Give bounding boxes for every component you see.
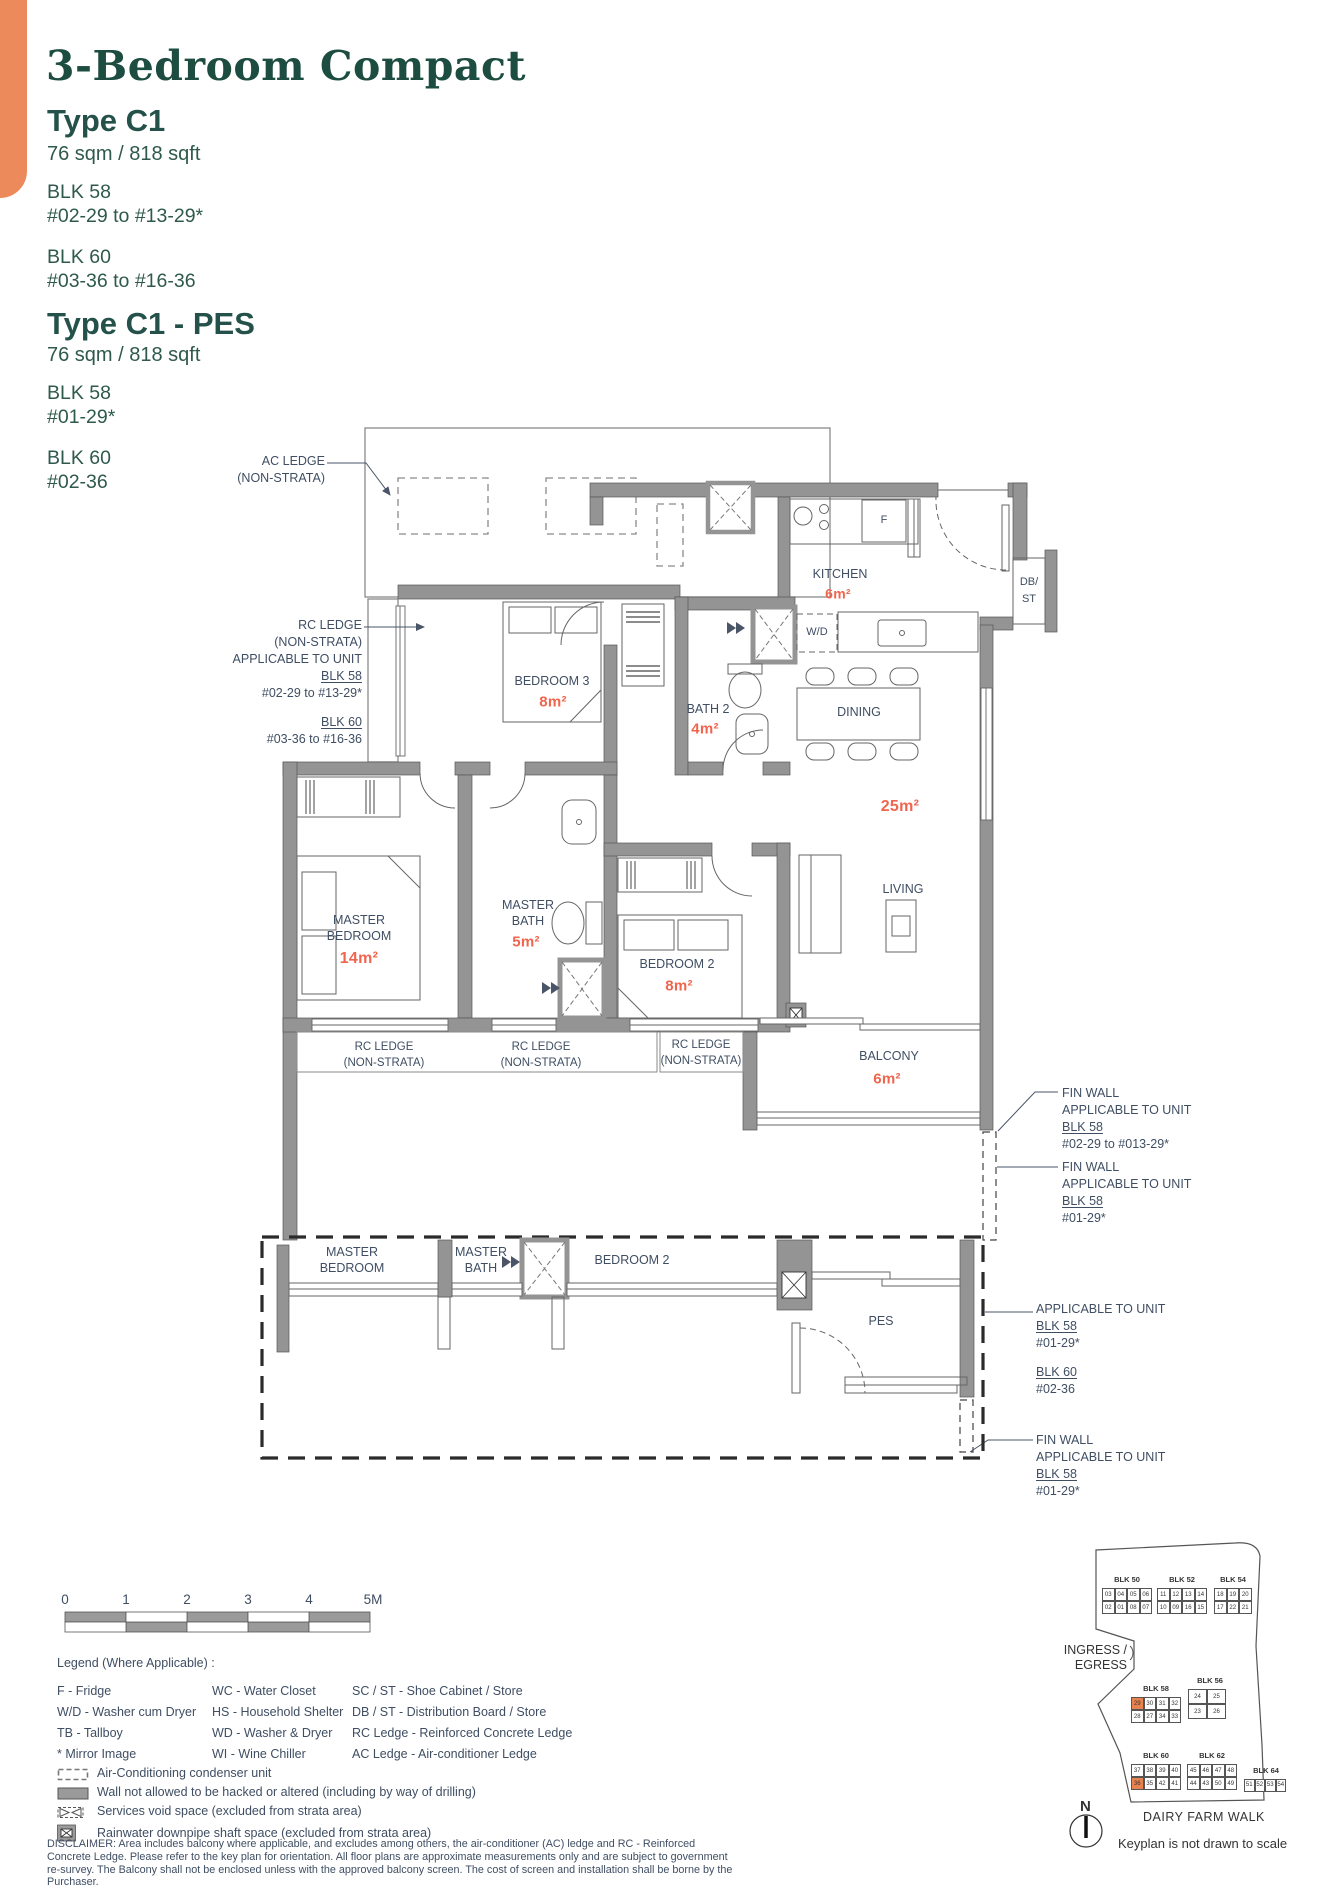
room-area-bath2: 4m²: [691, 720, 719, 738]
keyplan-unit-34: 34: [1156, 1710, 1169, 1723]
keyplan-unit-10: 10: [1157, 1601, 1170, 1614]
keyplan-unit-15: 15: [1195, 1601, 1208, 1614]
keyplan-unit-16: 16: [1182, 1601, 1195, 1614]
keyplan-unit-32: 32: [1169, 1697, 1182, 1710]
keyplan-blk54-label: BLK 54: [1220, 1575, 1246, 1584]
rc-ledge-1-l2: (NON-STRATA): [343, 1056, 425, 1069]
room-area-master-bath: 5m²: [512, 933, 540, 951]
disclaimer-text: DISCLAIMER: Area includes balcony where applicable, and excludes among others, the air-conditioner (AC) ledge and RC - Reinforced Concrete Ledge. Please refer to the key plan for orientation. All floor plans are approximate measurements only and are subject to government re-survey. The Balcony shall not be enclosed unless with the approved balcony screen. The cost of screen and installation shall be borne by the Purchaser.: [47, 1838, 733, 1889]
legend-c2-2: WD - Washer & Dryer: [212, 1726, 333, 1740]
room-label-master-bedroom-1: MASTER: [332, 913, 386, 928]
keyplan-blk52-label: BLK 52: [1169, 1575, 1195, 1584]
scale-tick-1: 1: [122, 1592, 130, 1607]
keyplan-unit-36: 36: [1131, 1777, 1144, 1790]
keyplan-unit-21: 21: [1239, 1601, 1252, 1614]
type2-blk1: BLK 58: [47, 382, 111, 404]
pes-master-bath-2: BATH: [464, 1261, 498, 1276]
legend-c2-3: WI - Wine Chiller: [212, 1747, 306, 1761]
keyplan-unit-47: 47: [1212, 1764, 1225, 1777]
scale-bar: [65, 1612, 370, 1632]
keyplan-unit-19: 19: [1227, 1588, 1240, 1601]
scale-tick-2: 2: [183, 1592, 191, 1607]
legend-c2-0: WC - Water Closet: [212, 1684, 316, 1698]
keyplan-unit-46: 46: [1200, 1764, 1213, 1777]
keyplan-unit-01: 01: [1115, 1601, 1128, 1614]
legend-c1-3: * Mirror Image: [57, 1747, 137, 1761]
type2-blk1-units: #01-29*: [47, 406, 116, 428]
rc-ledge-1-l1: RC LEDGE: [354, 1040, 414, 1053]
keyplan-unit-17: 17: [1214, 1601, 1227, 1614]
scale-tick-4: 4: [305, 1592, 313, 1607]
keyplan-unit-48: 48: [1225, 1764, 1238, 1777]
room-label-balcony: BALCONY: [859, 1049, 919, 1064]
keyplan-unit-02: 02: [1102, 1601, 1115, 1614]
room-area-kitchen: 6m²: [825, 585, 851, 602]
type1-blk2: BLK 60: [47, 246, 111, 268]
keyplan-unit-13: 13: [1182, 1588, 1195, 1601]
keyplan-unit-45: 45: [1187, 1764, 1200, 1777]
fixture-label-db1: DB/: [1019, 576, 1039, 589]
legend-c2-1: HS - Household Shelter: [212, 1705, 344, 1719]
keyplan-road-label: DAIRY FARM WALK: [1143, 1810, 1265, 1824]
room-area-living-dining: 25m²: [880, 798, 920, 815]
room-label-bedroom2: BEDROOM 2: [639, 957, 715, 972]
pes-bedroom2: BEDROOM 2: [594, 1253, 670, 1268]
legend-title: Legend (Where Applicable) :: [57, 1656, 215, 1670]
keyplan-unit-33: 33: [1169, 1710, 1182, 1723]
legend-symbol-label-3: Rainwater downpipe shaft space (excluded from strata area): [97, 1826, 432, 1840]
keyplan-unit-37: 37: [1131, 1764, 1144, 1777]
rc-ledge-2-l2: (NON-STRATA): [500, 1056, 582, 1069]
keyplan-unit-51: 51: [1244, 1779, 1255, 1792]
keyplan-unit-28: 28: [1131, 1710, 1144, 1723]
fixture-label-db2: ST: [1021, 593, 1037, 606]
type1-blk2-units: #03-36 to #16-36: [47, 270, 196, 292]
pes-master-bedroom-2: BEDROOM: [319, 1261, 385, 1276]
room-label-living: LIVING: [882, 882, 924, 897]
legend-c1-2: TB - Tallboy: [57, 1726, 123, 1740]
keyplan-unit-38: 38: [1144, 1764, 1157, 1777]
legend-c1-0: F - Fridge: [57, 1684, 112, 1698]
keyplan-unit-06: 06: [1140, 1588, 1153, 1601]
keyplan-unit-50: 50: [1212, 1777, 1225, 1790]
keyplan-unit-14: 14: [1195, 1588, 1208, 1601]
callout-rc-ledge-left: RC LEDGE (NON-STRATA) APPLICABLE TO UNIT BLK 58 #02-29 to #13-29* BLK 60 #03-36 to #16-36: [232, 618, 362, 746]
keyplan-unit-11: 11: [1157, 1588, 1170, 1601]
keyplan-unit-25: 25: [1207, 1689, 1226, 1704]
callout-fin-wall-2: FIN WALL APPLICABLE TO UNIT BLK 58 #01-29*: [1062, 1160, 1192, 1225]
legend-symbol-label-0: Air-Conditioning condenser unit: [97, 1766, 272, 1780]
keyplan-blk50-label: BLK 50: [1114, 1575, 1140, 1584]
type1-name: Type C1: [47, 103, 166, 138]
keyplan-blk58-label: BLK 58: [1143, 1684, 1169, 1693]
keyplan-unit-23: 23: [1188, 1704, 1207, 1719]
accent-bar: [0, 0, 27, 198]
keyplan-unit-53: 53: [1265, 1779, 1276, 1792]
room-label-dining: DINING: [837, 705, 881, 720]
legend-c3-2: RC Ledge - Reinforced Concrete Ledge: [352, 1726, 573, 1740]
keyplan-blk62-label: BLK 62: [1199, 1751, 1225, 1760]
callout-ac-ledge: AC LEDGE (NON-STRATA): [237, 454, 325, 485]
keyplan-unit-26: 26: [1207, 1704, 1226, 1719]
keyplan-unit-03: 03: [1102, 1588, 1115, 1601]
keyplan-unit-07: 07: [1140, 1601, 1153, 1614]
keyplan-unit-18: 18: [1214, 1588, 1227, 1601]
keyplan-unit-40: 40: [1169, 1764, 1182, 1777]
services-void-icon: [57, 1806, 85, 1824]
type2-blk2: BLK 60: [47, 447, 111, 469]
pes-master-bath-1: MASTER: [454, 1245, 508, 1260]
rc-ledge-3-l1: RC LEDGE: [671, 1038, 731, 1051]
room-area-master-bedroom: 14m²: [339, 950, 379, 967]
room-area-bedroom2: 8m²: [665, 977, 693, 995]
callout-fin-wall-1: FIN WALL APPLICABLE TO UNIT BLK 58 #02-29 to #013-29*: [1062, 1086, 1192, 1151]
type2-name: Type C1 - PES: [47, 306, 255, 341]
legend-c1-1: W/D - Washer cum Dryer: [57, 1705, 197, 1719]
type2-area: 76 sqm / 818 sqft: [47, 344, 201, 366]
keyplan-unit-22: 22: [1227, 1601, 1240, 1614]
keyplan-blk60-label: BLK 60: [1143, 1751, 1169, 1760]
keyplan-unit-54: 54: [1276, 1779, 1287, 1792]
keyplan-unit-52: 52: [1255, 1779, 1266, 1792]
room-area-bedroom3: 8m²: [539, 693, 567, 711]
room-label-master-bath-2: BATH: [511, 914, 545, 929]
page-title: 3-Bedroom Compact: [46, 42, 526, 90]
keyplan-note: Keyplan is not drawn to scale: [1118, 1836, 1288, 1851]
callout-fin-wall-3: FIN WALL APPLICABLE TO UNIT BLK 58 #01-29*: [1036, 1433, 1166, 1498]
keyplan-unit-05: 05: [1127, 1588, 1140, 1601]
rc-ledge-2-l1: RC LEDGE: [511, 1040, 571, 1053]
scale-tick-3: 3: [244, 1592, 252, 1607]
legend-c3-1: DB / ST - Distribution Board / Store: [352, 1705, 547, 1719]
keyplan-unit-42: 42: [1156, 1777, 1169, 1790]
keyplan-unit-31: 31: [1156, 1697, 1169, 1710]
keyplan-unit-49: 49: [1225, 1777, 1238, 1790]
keyplan-unit-08: 08: [1127, 1601, 1140, 1614]
keyplan-blk64-label: BLK 64: [1253, 1766, 1279, 1775]
north-indicator: N: [1080, 1798, 1091, 1815]
keyplan-unit-12: 12: [1170, 1588, 1183, 1601]
keyplan-unit-09: 09: [1170, 1601, 1183, 1614]
type1-blk1-units: #02-29 to #13-29*: [47, 205, 204, 227]
fixture-label-washer-dryer: W/D: [806, 626, 828, 639]
keyplan-unit-44: 44: [1187, 1777, 1200, 1790]
keyplan-unit-30: 30: [1144, 1697, 1157, 1710]
type1-area: 76 sqm / 818 sqft: [47, 143, 201, 165]
legend-c3-3: AC Ledge - Air-conditioner Ledge: [352, 1747, 537, 1761]
room-area-balcony: 6m²: [873, 1070, 901, 1088]
keyplan-unit-04: 04: [1115, 1588, 1128, 1601]
room-label-master-bedroom-2: BEDROOM: [326, 929, 392, 944]
keyplan-unit-35: 35: [1144, 1777, 1157, 1790]
wall-icon: [57, 1787, 89, 1805]
keyplan-unit-41: 41: [1169, 1777, 1182, 1790]
fixture-label-fridge: F: [880, 514, 888, 527]
scale-tick-0: 0: [61, 1592, 69, 1607]
keyplan-ingress-2: EGRESS: [1074, 1658, 1127, 1672]
room-label-bedroom3: BEDROOM 3: [514, 674, 590, 689]
keyplan-blk56-label: BLK 56: [1197, 1676, 1223, 1685]
keyplan-unit-43: 43: [1200, 1777, 1213, 1790]
keyplan-unit-24: 24: [1188, 1689, 1207, 1704]
room-label-kitchen: KITCHEN: [812, 567, 868, 582]
room-label-bath2: BATH 2: [686, 702, 730, 717]
legend-c3-0: SC / ST - Shoe Cabinet / Store: [352, 1684, 523, 1698]
keyplan-unit-29: 29: [1131, 1697, 1144, 1710]
scale-tick-5: 5M: [363, 1592, 383, 1607]
type1-blk1: BLK 58: [47, 181, 111, 203]
pes-label: PES: [868, 1314, 894, 1329]
ac-condenser-icon: [57, 1768, 89, 1786]
room-label-master-bath-1: MASTER: [501, 898, 555, 913]
pes-master-bedroom-1: MASTER: [325, 1245, 379, 1260]
rc-ledge-3-l2: (NON-STRATA): [660, 1054, 742, 1067]
callout-pes-applicable: APPLICABLE TO UNIT BLK 58 #01-29* BLK 60 #02-36: [1036, 1302, 1166, 1396]
legend-symbol-label-2: Services void space (excluded from strata area): [97, 1804, 362, 1818]
keyplan-unit-39: 39: [1156, 1764, 1169, 1777]
keyplan-unit-20: 20: [1239, 1588, 1252, 1601]
type2-blk2-units: #02-36: [47, 471, 108, 493]
keyplan-unit-27: 27: [1144, 1710, 1157, 1723]
legend-symbol-label-1: Wall not allowed to be hacked or altered (including by way of drilling): [97, 1785, 476, 1799]
keyplan-ingress-1: INGRESS /: [1063, 1643, 1127, 1657]
